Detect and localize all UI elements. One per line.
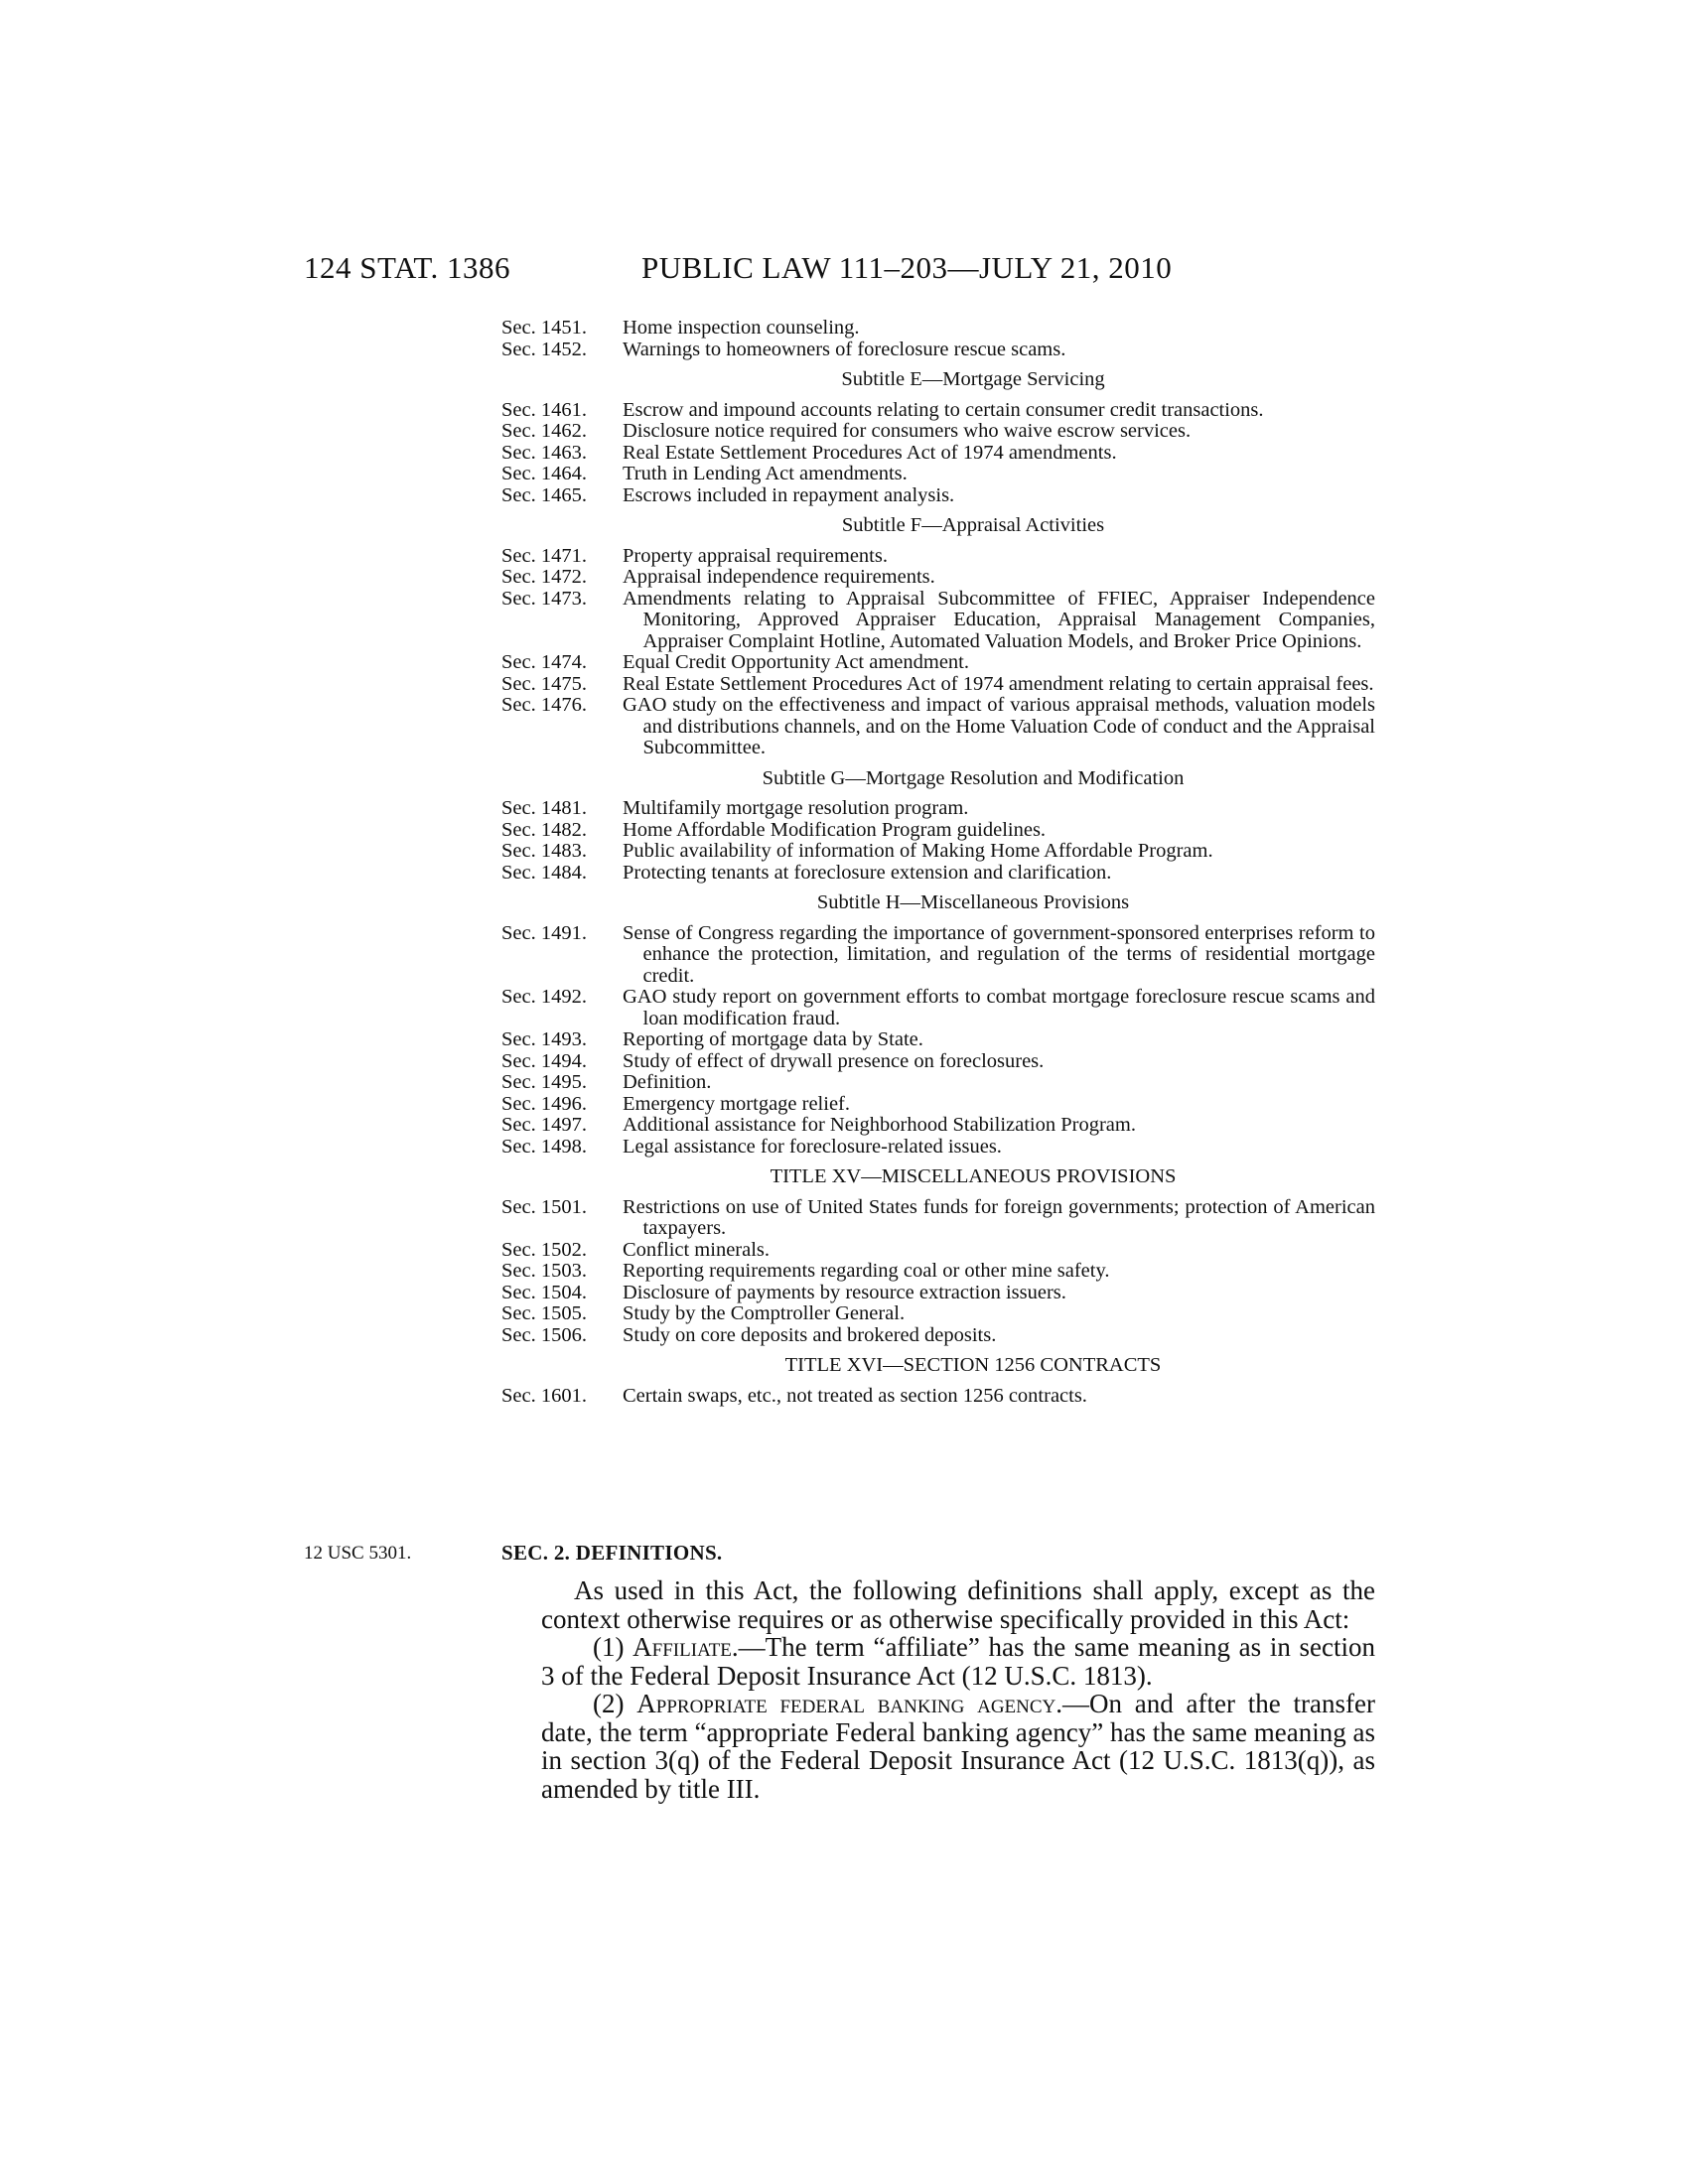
toc-section-number: Sec. 1501. — [501, 1195, 587, 1218]
toc-entry — [501, 923, 1375, 988]
toc-entry — [501, 1386, 1375, 1408]
toc-entry — [501, 421, 1375, 443]
toc-group-xvi — [501, 1386, 1375, 1408]
toc-section-title: Home inspection counseling. — [623, 317, 860, 339]
toc-entry — [501, 400, 1375, 422]
public-law-title: PUBLIC LAW 111–203—JULY 21, 2010 — [641, 250, 1173, 285]
toc-section-number: Sec. 1491. — [501, 921, 587, 944]
subtitle-h-heading: Subtitle H—Miscellaneous Provisions — [816, 891, 1130, 913]
toc-section-title: Certain swaps, etc., not treated as section 1256 contracts. — [623, 1384, 1087, 1407]
toc-section-number: Sec. 1462. — [501, 420, 587, 442]
toc-section-number: Sec. 1476. — [501, 694, 587, 716]
definition-text: .—On and after the transfer date, the term “appropriate Federal banking agency” has the same meaning as in section 3(q) of the Federal Deposit Insurance Act (12 U.S.C. 1813(q)), as amended by title III. — [541, 1689, 1375, 1804]
toc-section-number: Sec. 1484. — [501, 861, 587, 884]
definition-term: Affiliate — [633, 1632, 732, 1662]
definition-text: .—The term “affiliate” has the same meaning as in section 3 of the Federal Deposit Insurance Act (12 U.S.C. 1813). — [541, 1632, 1376, 1691]
toc-section-title: Definition. — [623, 1071, 712, 1093]
toc-section-number: Sec. 1506. — [501, 1323, 587, 1346]
toc-section-number: Sec. 1473. — [501, 587, 587, 610]
toc-entry — [501, 318, 1375, 340]
toc-section-title: Disclosure notice required for consumers who waive escrow services. — [623, 420, 1192, 442]
toc-section-number: Sec. 1496. — [501, 1092, 587, 1115]
toc-entry — [501, 1283, 1375, 1304]
title-xv-heading: TITLE XV—MISCELLANEOUS PROVISIONS — [770, 1165, 1177, 1187]
toc-section-title: Legal assistance for foreclosure-related issues. — [623, 1135, 1002, 1158]
toc-section-title: Escrow and impound accounts relating to certain consumer credit transactions. — [623, 398, 1264, 421]
toc-section-title: Truth in Lending Act amendments. — [623, 463, 908, 484]
toc-section-title: Reporting requirements regarding coal or other mine safety. — [623, 1260, 1110, 1282]
toc-section-number: Sec. 1504. — [501, 1281, 587, 1303]
toc-entry — [501, 1197, 1375, 1240]
toc-entry — [501, 1240, 1375, 1262]
toc-entry — [501, 1094, 1375, 1116]
toc-section-number: Sec. 1464. — [501, 463, 587, 484]
toc-group-h — [501, 923, 1375, 1159]
subtitle-g-heading: Subtitle G—Mortgage Resolution and Modification — [762, 766, 1185, 789]
toc-section-number: Sec. 1502. — [501, 1238, 587, 1261]
toc-entry — [501, 1029, 1375, 1051]
toc-entry — [501, 820, 1375, 842]
toc-section-title: Study of effect of drywall presence on foreclosures. — [623, 1049, 1045, 1072]
toc-section-number: Sec. 1498. — [501, 1135, 587, 1158]
toc-group-f — [501, 546, 1375, 759]
toc-section-title: Sense of Congress regarding the importance of government-sponsored enterprises reform to enhance the protection, limitation, and regulation of the terms of residential mortgage credit. — [623, 921, 1375, 987]
definition-term: Appropriate federal banking agency — [636, 1689, 1056, 1718]
toc-section-number: Sec. 1601. — [501, 1384, 587, 1407]
title-xvi-heading: TITLE XVI—SECTION 1256 CONTRACTS — [784, 1354, 1162, 1376]
toc-section-number: Sec. 1482. — [501, 818, 587, 841]
toc-section-number: Sec. 1503. — [501, 1260, 587, 1282]
toc-section-number: Sec. 1481. — [501, 797, 587, 819]
toc-entry — [501, 443, 1375, 465]
toc-section-title: Emergency mortgage relief. — [623, 1092, 851, 1115]
definition-number: (1) — [593, 1632, 633, 1662]
toc-entry — [501, 1303, 1375, 1325]
page-header — [0, 250, 1688, 290]
toc-section-title: Public availability of information of Making Home Affordable Program. — [623, 840, 1213, 862]
toc-section-number: Sec. 1452. — [501, 338, 587, 360]
usc-margin-note: 12 USC 5301. — [304, 1543, 412, 1564]
toc-group-xv — [501, 1197, 1375, 1347]
toc-section-title: Property appraisal requirements. — [623, 544, 888, 567]
table-of-contents — [501, 318, 1375, 1407]
toc-section-title: Restrictions on use of United States funds for foreign governments; protection of American taxpayers. — [623, 1195, 1375, 1239]
toc-section-number: Sec. 1492. — [501, 986, 587, 1008]
toc-section-number: Sec. 1495. — [501, 1071, 587, 1093]
toc-section-number: Sec. 1463. — [501, 441, 587, 464]
toc-section-number: Sec. 1494. — [501, 1049, 587, 1072]
toc-section-title: Warnings to homeowners of foreclosure rescue scams. — [623, 338, 1066, 360]
toc-section-number: Sec. 1474. — [501, 651, 587, 673]
toc-entry — [501, 863, 1375, 885]
toc-section-number: Sec. 1475. — [501, 672, 587, 695]
subtitle-e-heading: Subtitle E—Mortgage Servicing — [841, 368, 1105, 390]
toc-entry — [501, 652, 1375, 674]
toc-entry — [501, 1072, 1375, 1094]
toc-entry — [501, 589, 1375, 653]
toc-entry — [501, 987, 1375, 1029]
toc-section-number: Sec. 1461. — [501, 398, 587, 421]
toc-section-title: Study by the Comptroller General. — [623, 1302, 906, 1324]
definition-affiliate — [541, 1633, 1375, 1690]
toc-section-title: Protecting tenants at foreclosure extension and clarification. — [623, 861, 1112, 884]
toc-entry — [501, 1051, 1375, 1073]
toc-section-title: Equal Credit Opportunity Act amendment. — [623, 651, 970, 673]
toc-entry — [501, 1261, 1375, 1283]
subtitle-f-heading: Subtitle F—Appraisal Activities — [841, 514, 1105, 536]
section-body — [541, 1576, 1375, 1803]
toc-entry — [501, 485, 1375, 507]
definition-appropriate-federal-banking-agency — [541, 1690, 1375, 1803]
toc-entry — [501, 1325, 1375, 1347]
toc-group-d-tail — [501, 318, 1375, 360]
toc-section-title: Home Affordable Modification Program guidelines. — [623, 818, 1047, 841]
definition-number: (2) — [593, 1689, 637, 1718]
statute-page-number: 124 STAT. 1386 — [304, 250, 511, 285]
toc-section-title: Real Estate Settlement Procedures Act of 1974 amendments. — [623, 441, 1117, 464]
section-heading: SEC. 2. DEFINITIONS. — [501, 1541, 723, 1565]
toc-section-number: Sec. 1451. — [501, 317, 587, 339]
toc-section-title: Escrows included in repayment analysis. — [623, 483, 955, 506]
toc-section-number: Sec. 1497. — [501, 1114, 587, 1136]
toc-section-title: Additional assistance for Neighborhood Stabilization Program. — [623, 1114, 1136, 1136]
toc-entry — [501, 464, 1375, 485]
toc-entry — [501, 1115, 1375, 1137]
toc-section-title: Study on core deposits and brokered deposits. — [623, 1323, 997, 1346]
toc-entry — [501, 674, 1375, 696]
toc-section-number: Sec. 1465. — [501, 483, 587, 506]
toc-entry — [501, 695, 1375, 759]
toc-section-title: Reporting of mortgage data by State. — [623, 1028, 923, 1050]
toc-section-title: GAO study on the effectiveness and impact of various appraisal methods, valuation models and distributions channels, and on the Home Valuation Code of conduct and the Appraisal Subcommittee. — [623, 694, 1375, 758]
toc-group-e — [501, 400, 1375, 507]
toc-section-number: Sec. 1483. — [501, 840, 587, 862]
toc-entry — [501, 841, 1375, 863]
toc-entry — [501, 798, 1375, 820]
toc-section-number: Sec. 1493. — [501, 1028, 587, 1050]
toc-section-title: Disclosure of payments by resource extraction issuers. — [623, 1281, 1066, 1303]
toc-entry — [501, 546, 1375, 568]
toc-entry — [501, 1137, 1375, 1159]
toc-section-title: Multifamily mortgage resolution program. — [623, 797, 969, 819]
toc-entry — [501, 340, 1375, 361]
toc-entry — [501, 567, 1375, 589]
toc-section-title: Amendments relating to Appraisal Subcommittee of FFIEC, Appraiser Independence Monitoring, Approved Appraiser Education, Appraisal Management Companies, Appraiser Complaint Hotline, Automated Valuation Models, and Broker Price Opinions. — [623, 587, 1375, 652]
toc-section-number: Sec. 1505. — [501, 1302, 587, 1324]
toc-section-number: Sec. 1471. — [501, 544, 587, 567]
toc-section-title: Real Estate Settlement Procedures Act of 1974 amendment relating to certain appraisal fees. — [623, 672, 1374, 695]
toc-section-title: Appraisal independence requirements. — [623, 566, 935, 588]
section-intro-paragraph: As used in this Act, the following definitions shall apply, except as the context otherwise requires or as otherwise specifically provided in this Act: — [541, 1575, 1375, 1634]
toc-section-title: GAO study report on government efforts to combat mortgage foreclosure rescue scams and loan modification fraud. — [623, 986, 1375, 1029]
toc-group-g — [501, 798, 1375, 884]
toc-section-number: Sec. 1472. — [501, 566, 587, 588]
toc-section-title: Conflict minerals. — [623, 1238, 771, 1261]
